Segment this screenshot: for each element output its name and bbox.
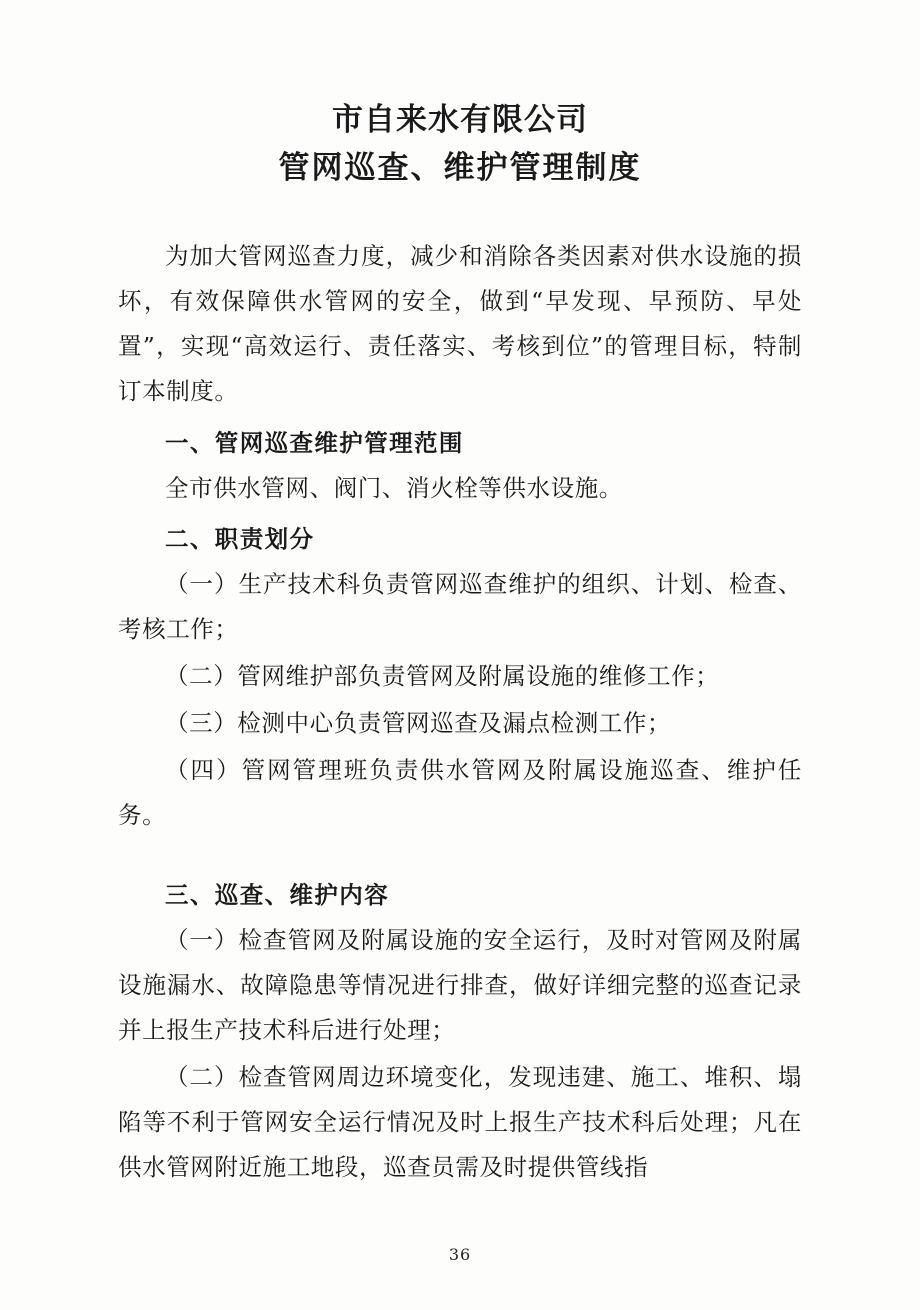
page-title	[118, 96, 802, 192]
section-spacer	[118, 841, 802, 867]
section-2-item-3: （三）检测中心负责管网巡查及漏点检测工作；	[165, 709, 672, 738]
intro-paragraph: 为加大管网巡查力度，减少和消除各类因素对供水设施的损坏，有效保障供水管网的安全，做到“早发现、早预防、早处置”，实现“高效运行、责任落实、考核到位”的管理目标，特制订本制度。	[118, 242, 802, 406]
page-number: 36	[448, 1245, 472, 1264]
title-line-2: 管网巡查、维护管理制度	[278, 150, 642, 187]
section-2-item-2: （二）管网维护部负责管网及附属设施的维修工作；	[165, 662, 720, 691]
document-body	[118, 234, 802, 1190]
section-3-item-1: （一）检查管网及附属设施的安全运行，及时对管网及附属设施漏水、故障隐患等情况进行排查，做好详细完整的巡查记录并上报生产技术科后进行处理；	[118, 925, 802, 1044]
section-3-item-2: （二）检查管网周边环境变化，发现违建、施工、堆积、塌陷等不利于管网安全运行情况及时上报生产技术科后处理；凡在供水管网附近施工地段，巡查员需及时提供管线指	[118, 1062, 802, 1182]
section-1-body: 全市供水管网、阀门、消火栓等供水设施。	[165, 473, 623, 502]
section-1-heading: 一、管网巡查维护管理范围	[165, 428, 464, 457]
section-2-item-4: （四）管网管理班负责供水管网及附属设施巡查、维护任务。	[118, 756, 802, 830]
section-3-heading: 三、巡查、维护内容	[165, 880, 390, 909]
section-2-heading: 二、职责划分	[165, 524, 315, 553]
title-line-1: 市自来水有限公司	[332, 102, 588, 138]
section-2-item-1: （一）生产技术科负责管网巡查维护的组织、计划、检查、考核工作；	[118, 569, 802, 643]
